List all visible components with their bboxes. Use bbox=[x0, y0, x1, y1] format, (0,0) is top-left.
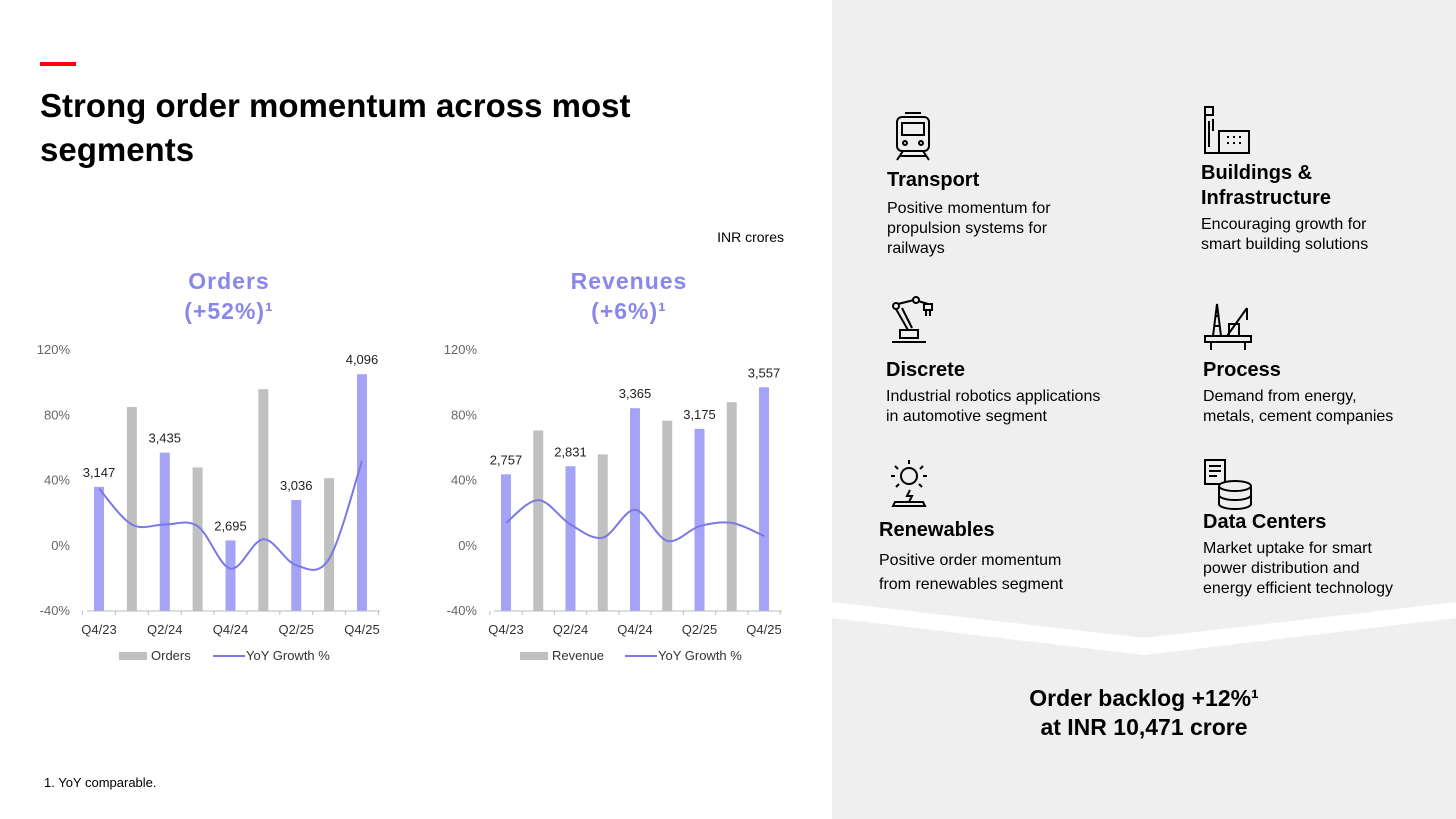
y-tick-label: 0% bbox=[458, 537, 477, 553]
order-backlog-line-1: Order backlog +12%¹ bbox=[1029, 685, 1259, 711]
segment-buildings bbox=[1201, 103, 1451, 255]
y-tick-label: 0% bbox=[51, 537, 70, 553]
data-label: 3,036 bbox=[279, 477, 313, 493]
page-title: Strong order momentum across most segments bbox=[40, 87, 631, 168]
data-label: 3,175 bbox=[683, 406, 716, 422]
segment-discrete-desc-2: in automotive segment bbox=[886, 408, 1047, 425]
chart-title: Revenues bbox=[570, 268, 688, 294]
segment-process-desc-2: metals, cement companies bbox=[1203, 408, 1394, 425]
segment-process-desc-1: Demand from energy, bbox=[1203, 388, 1357, 405]
segment-buildings-title-1: Buildings & bbox=[1201, 162, 1313, 184]
order-backlog-line-2: at INR 10,471 crore bbox=[1040, 714, 1248, 740]
segment-data-centers-title: Data Centers bbox=[1203, 511, 1327, 533]
oil-rig-icon bbox=[1203, 300, 1255, 352]
x-tick-label: Q2/24 bbox=[147, 622, 183, 637]
y-tick-label: 80% bbox=[43, 407, 70, 423]
segment-renewables-desc-2: from renewables segment bbox=[879, 576, 1064, 593]
bar bbox=[662, 421, 672, 611]
x-tick-label: Q2/25 bbox=[278, 622, 314, 637]
y-tick-label: 40% bbox=[450, 472, 477, 488]
segment-data-centers bbox=[1203, 458, 1453, 599]
legend-bar-label: Orders bbox=[151, 648, 191, 663]
x-tick-label: Q4/23 bbox=[488, 622, 524, 637]
units-label: INR crores bbox=[717, 229, 784, 245]
segment-buildings-title-2: Infrastructure bbox=[1201, 187, 1332, 209]
y-tick-label: -40% bbox=[446, 603, 477, 618]
y-tick-label: 80% bbox=[450, 407, 477, 423]
segment-data-centers-desc-3: energy efficient technology bbox=[1203, 580, 1394, 597]
bar bbox=[759, 387, 769, 611]
segment-renewables-desc-1: Positive order momentum bbox=[879, 552, 1062, 569]
segment-renewables-title: Renewables bbox=[879, 519, 995, 541]
segment-renewables bbox=[879, 458, 1139, 597]
segment-discrete-title: Discrete bbox=[886, 359, 965, 381]
y-tick-label: 40% bbox=[43, 472, 70, 488]
segment-process bbox=[1203, 300, 1453, 427]
bar bbox=[566, 466, 576, 611]
x-tick-label: Q2/24 bbox=[552, 622, 589, 637]
x-tick-label: Q4/24 bbox=[617, 622, 653, 637]
segment-transport-desc-3: railways bbox=[887, 240, 945, 257]
legend-bar-label: Revenue bbox=[552, 648, 605, 663]
y-tick-label: 120% bbox=[36, 342, 70, 357]
chart-subtitle: (+52%)¹ bbox=[184, 298, 274, 324]
segment-transport-desc-2: propulsion systems for bbox=[887, 220, 1048, 237]
x-tick-label: Q2/25 bbox=[681, 622, 718, 637]
bar bbox=[695, 429, 705, 611]
data-label: 3,435 bbox=[148, 430, 182, 446]
bar bbox=[598, 454, 608, 611]
segment-discrete bbox=[886, 294, 1166, 427]
segment-transport-desc-1: Positive momentum for bbox=[887, 200, 1051, 217]
legend-line-label: YoY Growth % bbox=[658, 648, 742, 663]
x-tick-label: Q4/24 bbox=[212, 622, 249, 637]
data-center-icon bbox=[1203, 458, 1255, 510]
revenues-chart bbox=[0, 0, 830, 680]
x-tick-label: Q4/25 bbox=[746, 622, 782, 637]
segment-transport bbox=[887, 110, 1147, 259]
buildings-icon bbox=[1201, 103, 1253, 155]
data-label: 2,831 bbox=[554, 444, 587, 460]
order-backlog bbox=[832, 684, 1456, 742]
bar bbox=[533, 430, 543, 611]
data-label: 3,365 bbox=[618, 386, 652, 402]
segment-discrete-desc-1: Industrial robotics applications bbox=[886, 388, 1101, 405]
bar bbox=[501, 474, 511, 611]
legend-bar-swatch bbox=[520, 652, 548, 660]
solar-icon bbox=[883, 458, 935, 510]
segment-data-centers-desc-2: power distribution and bbox=[1203, 560, 1360, 577]
segment-buildings-desc-1: Encouraging growth for bbox=[1201, 216, 1367, 233]
legend-line-label: YoY Growth % bbox=[246, 648, 330, 663]
segment-transport-title: Transport bbox=[887, 169, 980, 191]
y-tick-label: -40% bbox=[39, 603, 70, 618]
x-tick-label: Q4/25 bbox=[344, 622, 380, 637]
segment-data-centers-desc-1: Market uptake for smart bbox=[1203, 540, 1372, 557]
segment-process-title: Process bbox=[1203, 359, 1281, 381]
data-label: 2,695 bbox=[214, 518, 247, 534]
data-label: 4,096 bbox=[345, 352, 379, 368]
data-label: 2,757 bbox=[489, 452, 523, 468]
chart-title: Orders bbox=[188, 268, 270, 294]
segments-panel bbox=[832, 0, 1456, 819]
robot-arm-icon bbox=[886, 294, 938, 346]
chart-subtitle: (+6%)¹ bbox=[591, 298, 667, 324]
footnote: 1. YoY comparable. bbox=[44, 775, 157, 790]
bar bbox=[727, 402, 737, 611]
x-tick-label: Q4/23 bbox=[81, 622, 117, 637]
data-label: 3,147 bbox=[82, 464, 116, 480]
data-label: 3,557 bbox=[747, 365, 781, 381]
segment-buildings-desc-2: smart building solutions bbox=[1201, 236, 1369, 253]
y-tick-label: 120% bbox=[443, 342, 477, 357]
train-icon bbox=[887, 110, 939, 162]
